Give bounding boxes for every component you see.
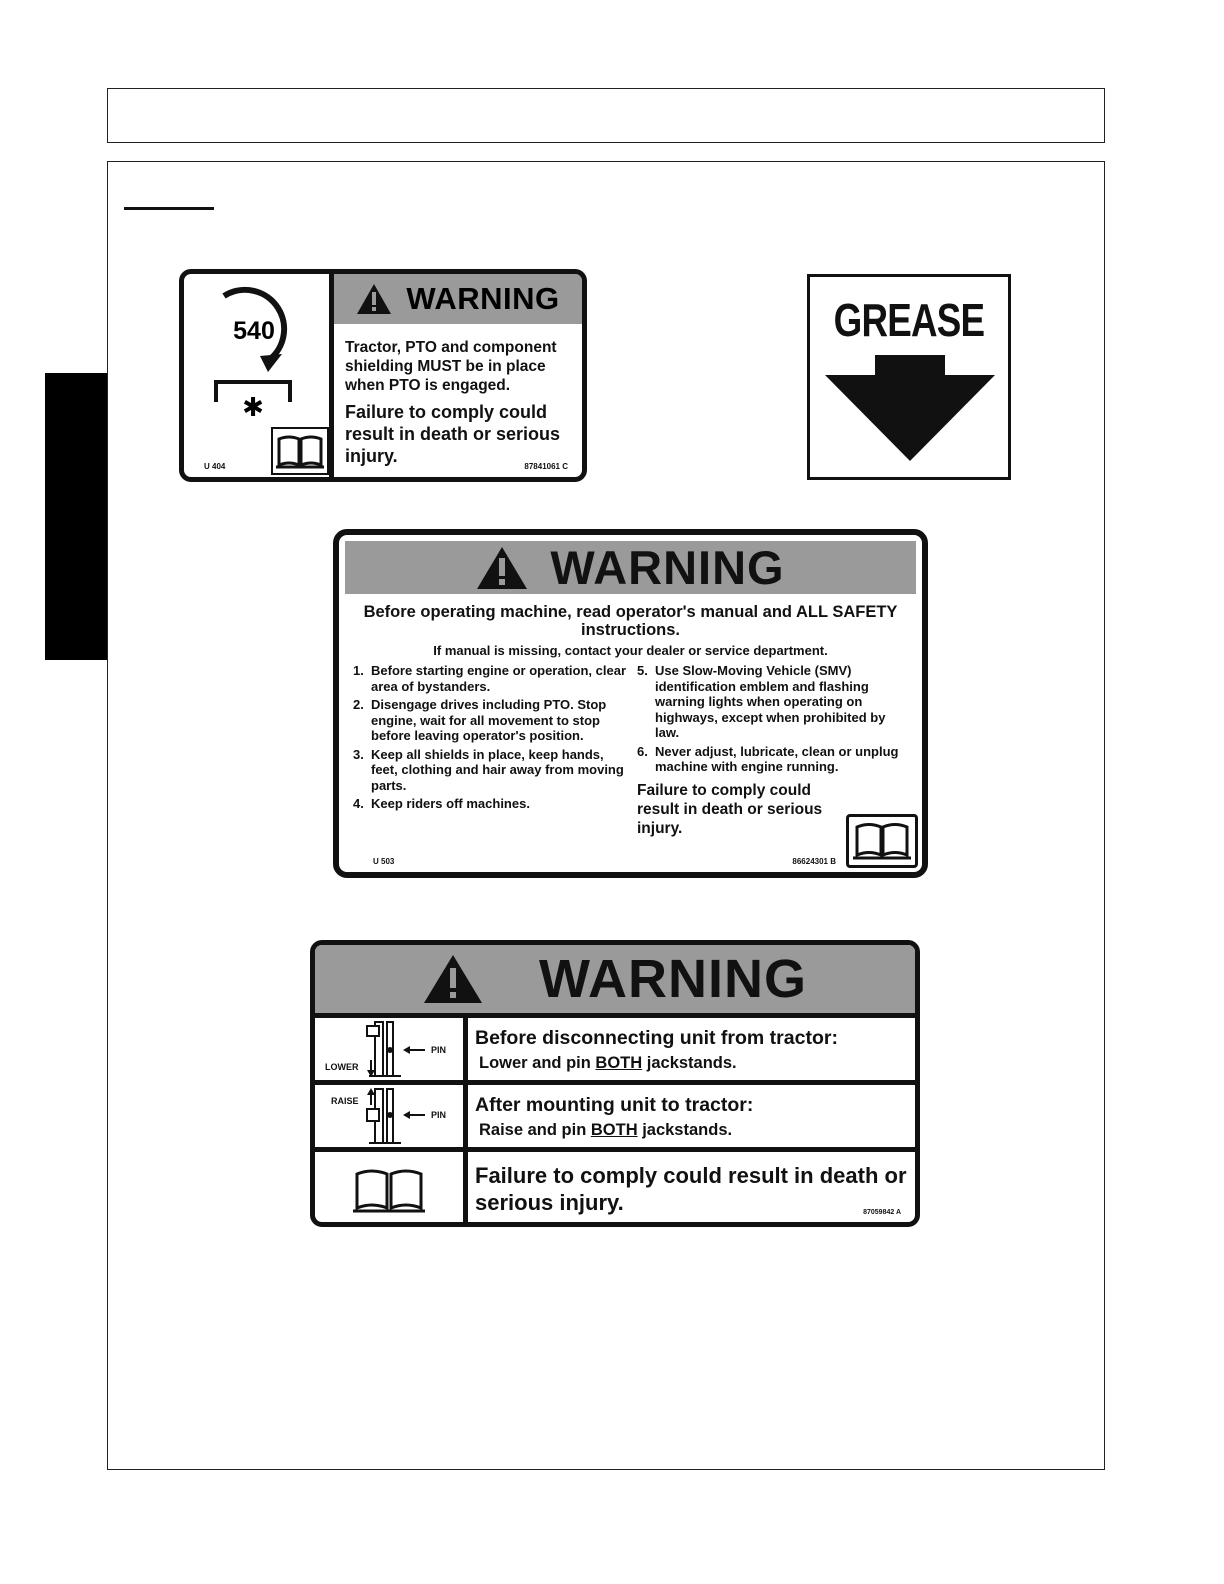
operator-consequence: Failure to comply could result in death or serious injury. [637, 781, 823, 837]
decal-code-right: 87841061 C [524, 462, 568, 471]
decal-code-left: U 503 [373, 857, 395, 866]
lower-jackstand-pictogram [315, 1018, 468, 1080]
section-tab [45, 373, 107, 660]
list-item: 5. Use Slow-Moving Vehicle (SMV) identification emblem and flashing warning lights when operating on highways, except when prohibited by law. [637, 663, 886, 740]
instructions-right-column [637, 663, 909, 838]
row-instruction: Lower and pin BOTH jackstands. [479, 1054, 737, 1072]
warning-header [315, 945, 915, 1018]
decal-code: 87059842 A [863, 1209, 901, 1216]
header-box [107, 88, 1105, 143]
lower-jackstand-text [475, 1018, 907, 1080]
pto-consequence: Failure to comply could result in death or serious injury. [345, 402, 561, 466]
warning-signal-word: WARNING [406, 281, 560, 316]
grease-decal [807, 274, 1011, 480]
warning-triangle-icon [423, 954, 483, 1004]
list-item: 2. Disengage drives including PTO. Stop engine, wait for all movement to stop before leaving operator's position. [353, 697, 607, 743]
manual-missing-note: If manual is missing, contact your dealer or service department. [433, 643, 828, 658]
list-item: 3. Keep all shields in place, keep hands, feet, clothing and hair away from moving parts. [353, 746, 624, 793]
consequence-text [475, 1152, 907, 1222]
pin-label: PIN [431, 1045, 447, 1055]
list-item: 6. Never adjust, lubricate, clean or unplug machine with engine running. [637, 743, 899, 774]
pto-warning-text-panel [334, 274, 582, 477]
down-arrow-icon [825, 355, 995, 463]
operator-warning-decal [333, 529, 928, 878]
decal-code-left: U 404 [204, 462, 226, 471]
raise-jackstand-text [475, 1085, 907, 1147]
raise-jackstand-row [315, 1085, 915, 1152]
manual-book-icon [846, 814, 918, 868]
manual-book-icon [271, 427, 329, 475]
svg-text:✱: ✱ [242, 393, 264, 423]
pto-instruction: Tractor, PTO and component shielding MUST be in place when PTO is engaged. [345, 339, 557, 394]
list-item: 1. Before starting engine or operation, clear area of bystanders. [353, 663, 626, 694]
manual-book-icon [315, 1152, 463, 1222]
warning-triangle-icon [476, 546, 528, 590]
row-heading: After mounting unit to tractor: [475, 1094, 754, 1116]
lower-label: LOWER [325, 1062, 359, 1072]
warning-header [345, 541, 916, 594]
pto-warning-decal [179, 269, 587, 482]
pto-pictogram [184, 274, 334, 477]
warning-header [334, 274, 582, 324]
title-underline [124, 207, 214, 210]
jackstand-consequence: Failure to comply could result in death or serious injury. [475, 1163, 907, 1215]
warning-signal-word: WARNING [550, 541, 785, 594]
decal-code-right: 86624301 B [792, 857, 836, 866]
warning-triangle-icon [356, 283, 392, 315]
list-item: 4. Keep riders off machines. [353, 796, 530, 811]
grease-label: GREASE [833, 294, 985, 346]
operator-intro: Before operating machine, read operator's manual and ALL SAFETY instructions. [363, 603, 898, 639]
consequence-row [315, 1152, 915, 1222]
warning-signal-word: WARNING [539, 949, 807, 1009]
raise-jackstand-pictogram [315, 1085, 468, 1147]
lower-jackstand-row [315, 1018, 915, 1085]
instructions-left-column [353, 663, 633, 815]
row-instruction: Raise and pin BOTH jackstands. [479, 1121, 733, 1139]
pin-label: PIN [431, 1110, 447, 1120]
manual-pictogram [315, 1152, 468, 1222]
row-heading: Before disconnecting unit from tractor: [475, 1027, 838, 1049]
raise-label: RAISE [331, 1096, 359, 1106]
jackstand-warning-decal [310, 940, 920, 1227]
svg-text:540: 540 [233, 317, 275, 345]
